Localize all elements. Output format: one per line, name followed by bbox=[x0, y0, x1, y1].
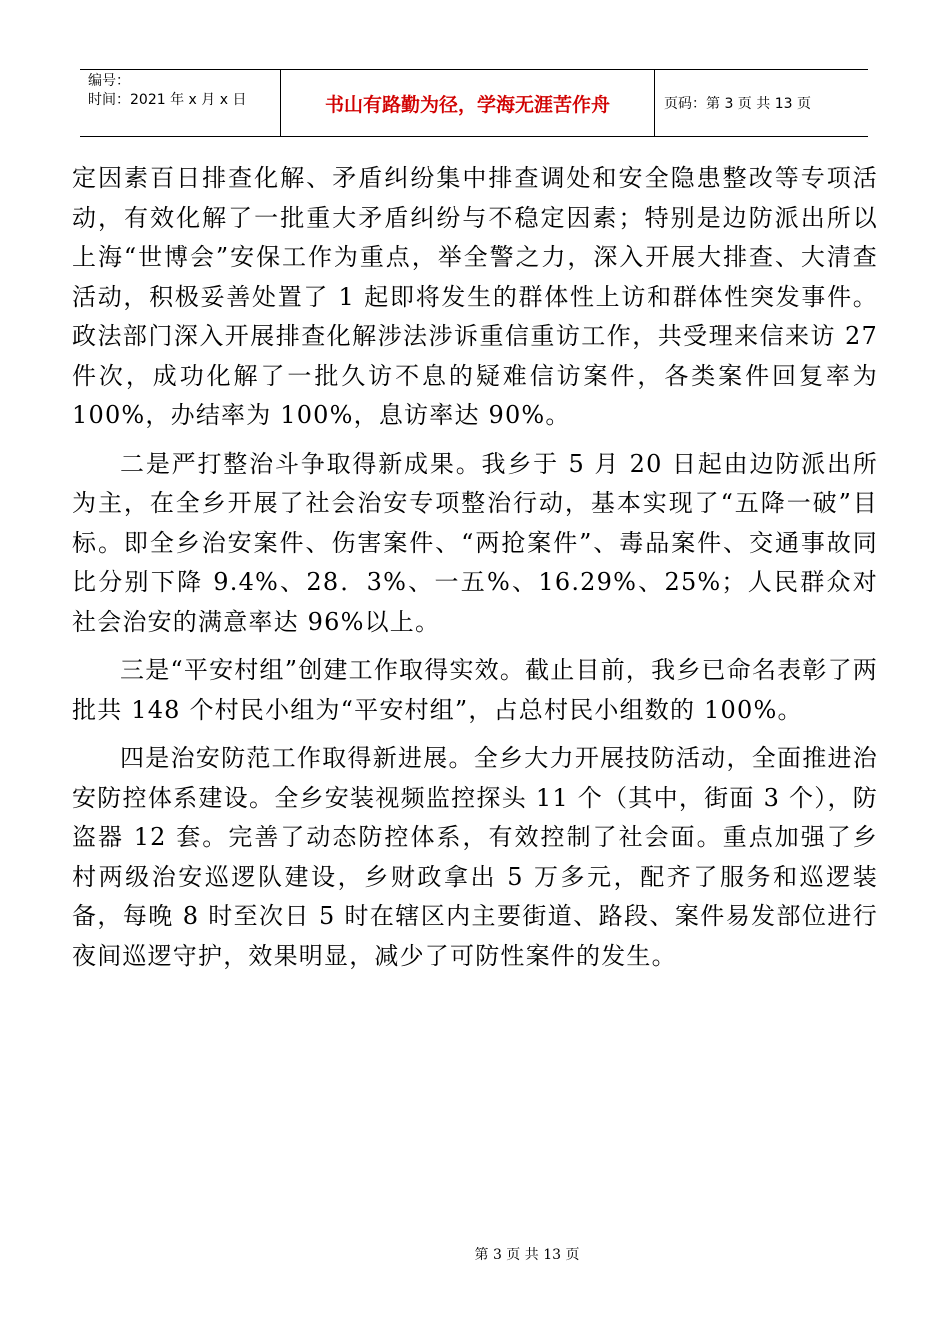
paragraph-safe-villages: 三是“平安村组”创建工作取得实效。截止目前，我乡已命名表彰了两批共 148 个村民小组为“平安村组”，占总村民小组数的 100%。 bbox=[72, 656, 878, 724]
paragraph-crackdown: 二是严打整治斗争取得新成果。我乡于 5 月 20 日起由边防派出所为主，在全乡开展了社会治安专项整治行动，基本实现了“五降一破”目标。即全乡治安案件、伤害案件、“两抢案件”、毒品案件、交通事故同比分别下降 9.4%、28．3%、一五%、16.29%、25%；人民群众对社会治安的满意率达 96%以上。 bbox=[72, 449, 878, 636]
header-page-info: 页码：第 3 页 共 13 页 bbox=[664, 96, 811, 112]
paragraph-security-prevention: 四是治安防范工作取得新进展。全乡大力开展技防活动，全面推进治安防控体系建设。全乡安装视频监控探头 11 个（其中，街面 3 个），防盗器 12 套。完善了动态防控体系，有效控制了社会面。重点加强了乡村两级治安巡逻队建设，乡财政拿出 5 万多元，配齐了服务和巡逻装备，每晚 8 时至次日 5 时在辖区内主要街道、路段、案件易发部位进行夜间巡逻守护，效果明显，减少了可防性案件的发生。 bbox=[72, 744, 878, 970]
document-number-label: 编号： bbox=[88, 73, 130, 89]
page-header bbox=[80, 69, 868, 137]
paragraph-continuation: 定因素百日排查化解、矛盾纠纷集中排查调处和安全隐患整改等专项活动，有效化解了一批重大矛盾纠纷与不稳定因素；特别是边防派出所以上海“世博会”安保工作为重点，举全警之力，深入开展大排查、大清查活动，积极妥善处置了 1 起即将发生的群体性上访和群体性突发事件。政法部门深入开展排查化解涉法涉诉重信重访工作，共受理来信来访 27 件次，成功化解了一批久访不息的疑难信访案件，各类案件回复率为 100%，办结率为 100%，息访率达 90%。 bbox=[72, 164, 878, 429]
page-footer: 第 3 页 共 13 页 bbox=[474, 1247, 580, 1263]
header-meta bbox=[80, 70, 280, 136]
document-body bbox=[72, 159, 878, 985]
document-time-label: 时间：2021 年 x 月 x 日 bbox=[88, 92, 247, 108]
header-motto: 书山有路勤为径，学海无涯苦作舟 bbox=[280, 70, 655, 136]
